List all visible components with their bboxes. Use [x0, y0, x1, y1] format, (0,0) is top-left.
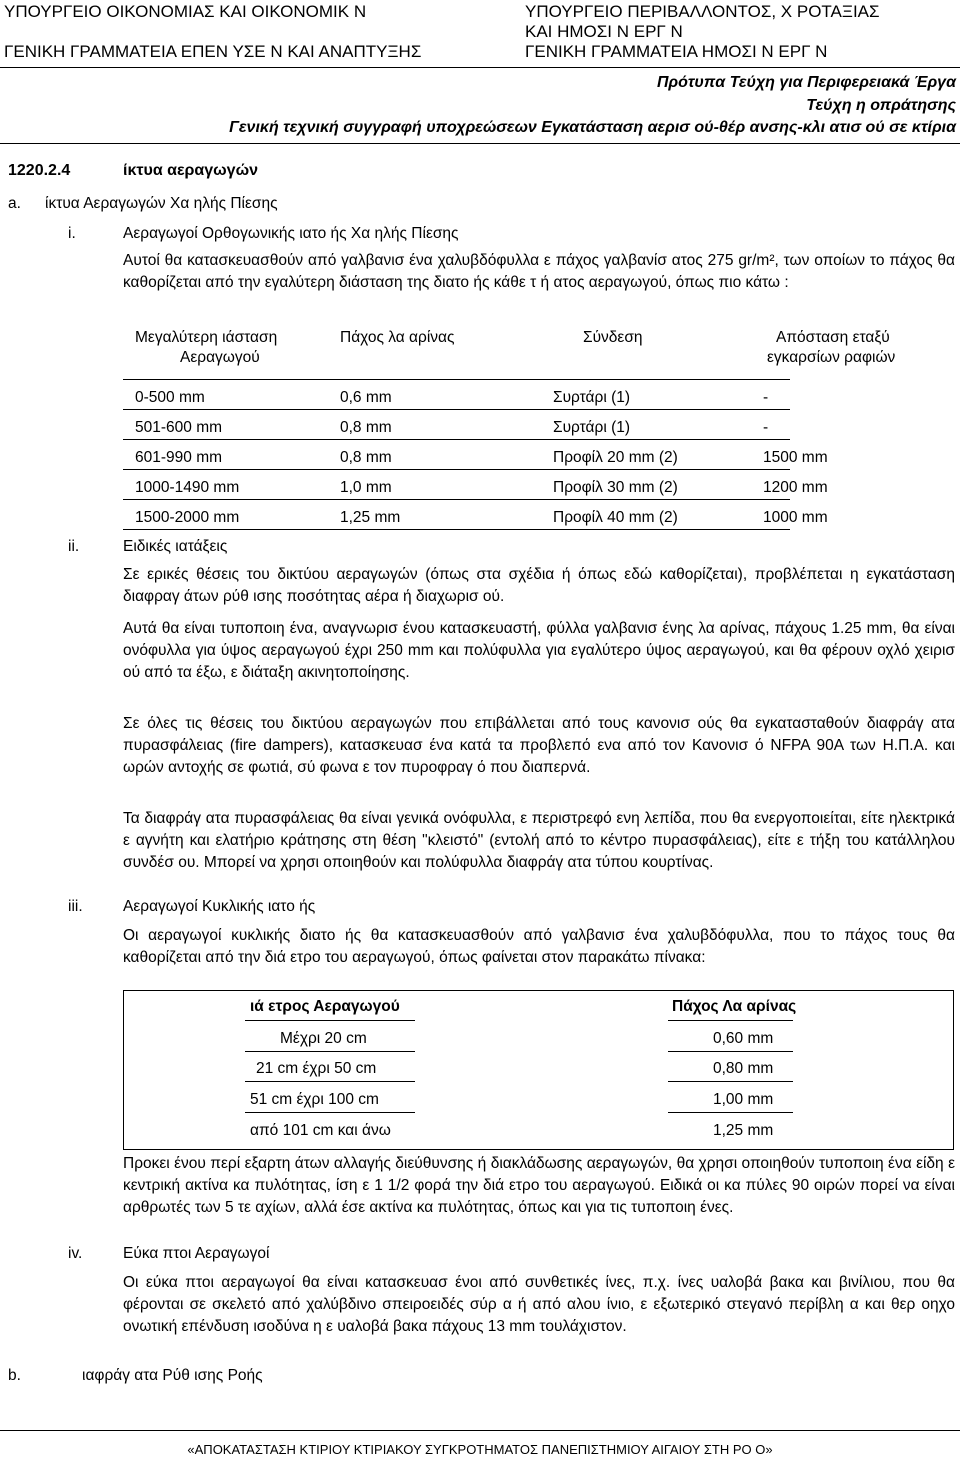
item-ii-para2: Αυτά θα είναι τυποποιη ένα, αναγνωρισ ένου κατασκευαστή, φύλλα γαλβανισ ένης λα αρίνας, πάχους 1.25 mm, θα είναι ονόφυλλα για ύψος αεραγωγού έχρι 250 mm και πολύφυλλα για εγαλύτερο ύψος αεραγωγού, και θα φέρουν οχλό χειρισ ού από τα έξω, ε διάταξη ακινητοποίησης.: [123, 620, 955, 681]
item-iv-num: iv.: [68, 1245, 83, 1262]
left-ministry: ΥΠΟΥΡΓΕΙΟ ΟΙΚΟΝΟΜΙΑΣ ΚΑΙ ΟΙΚΟΝΟΜΙΚ Ν: [4, 2, 367, 21]
section-b-title: ιαφράγ ατα Ρύθ ισης Ροής: [82, 1367, 263, 1384]
table1-header-spacing: Απόσταση εταξύ εγκαρσίων ραφιών: [767, 329, 896, 366]
volume-title: Τεύχη η οπράτησης: [806, 97, 956, 114]
section-title: ίκτυα αεραγωγών: [123, 162, 258, 179]
table2-header-thickness: Πάχος Λα αρίνας: [672, 998, 797, 1015]
table1-header-dimension: Μεγαλύτερη ιάσταση Αεραγωγού: [135, 329, 278, 366]
item-i-paragraph: Αυτοί θα κατασκευασθούν από γαλβανισ ένα χαλυβδόφυλλα ε πάχος γαλβανίσ ατος 275 gr/m², των οποίων το πάχος θα καθορίζεται από την εγαλύτερη διάσταση της διατο ής κάθε τ ή ατος αεραγωγού, όπως πιο κάτω :: [123, 252, 955, 291]
table2-header-diameter: ιά ετρος Αεραγωγού: [250, 998, 400, 1015]
right-secretariat: ΓΕΝΙΚΗ ΓΡΑΜΜΑΤΕΙΑ ΗΜΟΣΙ Ν ΕΡΓ Ν: [525, 42, 828, 61]
item-iii-title: Αεραγωγοί Κυκλικής ιατο ής: [123, 898, 316, 915]
item-iv-title: Εύκα πτοι Αεραγωγοί: [123, 1245, 270, 1262]
table1-header-connection: Σύνδεση: [583, 329, 643, 346]
item-ii-title: Ειδικές ιατάξεις: [123, 538, 228, 555]
header-rule-2: [0, 143, 960, 144]
item-i-num: i.: [68, 225, 76, 242]
section-b-letter: b.: [8, 1367, 21, 1384]
table1-header-thickness: Πάχος λα αρίνας: [340, 329, 455, 346]
left-secretariat: ΓΕΝΙΚΗ ΓΡΑΜΜΑΤΕΙΑ ΕΠΕΝ ΥΣΕ Ν ΚΑΙ ΑΝΑΠΤΥΞΗΣ: [4, 42, 422, 61]
right-ministry-line1: ΥΠΟΥΡΓΕΙΟ ΠΕΡΙΒΑΛΛΟΝΤΟΣ, Χ ΡΟΤΑΞΙΑΣ: [525, 2, 880, 21]
item-i-title: Αεραγωγοί Ορθογωνικής ιατο ής Χα ηλής Πίεσης: [123, 225, 459, 242]
item-ii-para4: Τα διαφράγ ατα πυρασφάλειας θα είναι γενικά ονόφυλλα, ε περιστρεφό ενη λεπίδα, που θα ενεργοποιείται, είτε ηλεκτρικά ε αγνήτη και ελατήριο κράτησης στη θέση "κλειστό" (εντολή από το κέντρο πυρασφάλειας), είτε ε τήξη του κατάλληλου συνδέσ ου. Μπορεί να χρησι οποιηθούν και πολύφυλλα διαφράγ ατα τύπου κουρτίνας.: [123, 810, 955, 871]
item-ii-para3: Σε όλες τις θέσεις του δικτύου αεραγωγών που επιβάλλεται από τους κανονισ ούς θα εγκατασταθούν διαφράγ ατα πυρασφάλειας (fire dampers), κατασκευασ ένα κατά τα προβλεπό ενα από τον Κανονισ ό NFPA 90A των Η.Π.Α. και ωρών αντοχής σε φωτιά, σύ φωνα ε τον πυροφραγ ό που διαπερνά.: [123, 715, 955, 776]
table1-header-rule: [123, 379, 790, 380]
item-iv-para: Οι εύκα πτοι αεραγωγοί θα είναι κατασκευασ ένοι από συνθετικές ίνες, π.χ. ίνες υαλοβά βακα και βινίλιου, που θα φέρονται σε σκελετό από χαλύβδινο σπειροειδές σύρ α ή από αλου ίνιο, ε εξωτερικό στεγανό περίβλη α και θερ οηχο ονωτική επένδυση ισοδύνα η ε υαλοβά βακα πάχους 13 mm τουλάχιστον.: [123, 1274, 955, 1335]
section-number: 1220.2.4: [8, 162, 71, 179]
sub-a-title: ίκτυα Αεραγωγών Χα ηλής Πίεσης: [45, 195, 278, 212]
item-ii-para1: Σε ερικές θέσεις του δικτύου αεραγωγών (όπως στα σχέδια ή όπως εδώ καθορίζεται), προβλέπεται η εγκατάσταση διαφραγ άτων ρύθ ισης ποσότητας αέρα ή διαχωρισ ού.: [123, 566, 955, 605]
header-rule: [0, 67, 960, 68]
spec-title: Γενική τεχνική συγγραφή υποχρεώσεων Εγκατάσταση αερισ ού-θέρ ανσης-κλι ατισ ού σε κτίρια: [229, 119, 956, 136]
footer-rule: [0, 1430, 960, 1431]
series-title: Πρότυπα Τεύχη για Περιφερειακά Έργα: [656, 74, 956, 91]
footer-text: «ΑΠΟΚΑΤΑΣΤΑΣΗ ΚΤΙΡΙΟΥ ΚΤΙΡΙΑΚΟΥ ΣΥΓΚΡΟΤΗΜΑΤΟΣ ΠΑΝΕΠΙΣΤΗΜΙΟΥ ΑΙΓΑΙΟΥ ΣΤΗ ΡΟ Ο»: [187, 1442, 773, 1457]
item-ii-num: ii.: [68, 538, 80, 555]
item-iii-para1: Οι αεραγωγοί κυκλικής διατο ής θα κατασκευασθούν από γαλβανισ ένα χαλυβδόφυλλα, που το πάχος τους θα καθορίζεται από την διά ετρο του αεραγωγού, όπως φαίνεται στον παρακάτω πίνακα:: [123, 927, 955, 966]
sub-a-letter: a.: [8, 195, 21, 212]
right-ministry-line2: ΚΑΙ ΗΜΟΣΙ Ν ΕΡΓ Ν: [525, 22, 683, 41]
item-iii-num: iii.: [68, 898, 83, 915]
item-iii-para2: Προκει ένου περί εξαρτη άτων αλλαγής διεύθυνσης ή διακλάδωσης αεραγωγών, θα χρησι οποιηθούν τυποποιη ένα είδη ε κεντρική ακτίνα κα πυλότητας, ίση ε 1 1/2 φορά την διά ετρο του αεραγωγού. Ειδικά οι κα πύλες 90 οιρών πορεί να είναι αρθρωτές των 5 τε αχίων, αλλά έσε ακτίνα κα πυλότητας, όπως και για τις τυποποιη ένες.: [123, 1155, 955, 1216]
